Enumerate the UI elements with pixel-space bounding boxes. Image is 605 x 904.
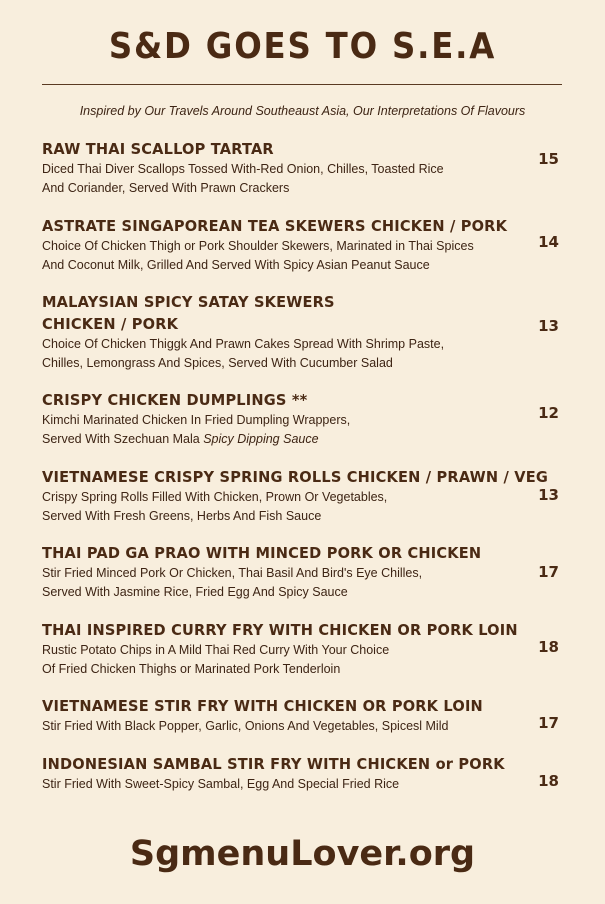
item-name: VIETNAMESE CRISPY SPRING ROLLS CHICKEN / PRAWN / VEG bbox=[42, 468, 549, 486]
item-description: Rustic Potato Chips in A Mild Thai Red Curry With Your Choice bbox=[42, 643, 390, 657]
menu-item bbox=[42, 291, 562, 373]
item-description: Diced Thai Diver Scallops Tossed With-Red Onion, Chilles, Toasted Rice bbox=[42, 162, 444, 176]
item-description: And Coriander, Served With Prawn Crackers bbox=[42, 181, 290, 195]
menu-item bbox=[42, 542, 562, 602]
item-description: Crispy Spring Rolls Filled With Chicken, Prown Or Vegetables, bbox=[42, 490, 388, 504]
item-description: Of Fried Chicken Thighs or Marinated Pork Tenderloin bbox=[42, 662, 341, 676]
item-name: INDONESIAN SAMBAL STIR FRY WITH CHICKEN or PORK bbox=[42, 755, 505, 773]
menu-item bbox=[42, 695, 562, 736]
item-description bbox=[42, 430, 562, 449]
item-price: 17 bbox=[538, 563, 559, 581]
item-name: THAI PAD GA PRAO WITH MINCED PORK OR CHICKEN bbox=[42, 544, 482, 562]
item-description-text: Served With Szechuan Mala bbox=[42, 432, 204, 446]
menu-item bbox=[42, 619, 562, 679]
menu-title: S&D GOES TO S.E.A bbox=[108, 26, 497, 67]
item-name: CHICKEN / PORK bbox=[42, 315, 179, 333]
item-description: Served With Jasmine Rice, Fried Egg And Spicy Sauce bbox=[42, 585, 348, 599]
item-price: 13 bbox=[538, 317, 559, 335]
item-price: 17 bbox=[538, 714, 559, 732]
item-description: Choice Of Chicken Thigh or Pork Shoulder Skewers, Marinated in Thai Spices bbox=[42, 239, 474, 253]
item-price: 18 bbox=[538, 772, 559, 790]
menu-item bbox=[42, 389, 562, 449]
item-name: CRISPY CHICKEN DUMPLINGS ** bbox=[42, 391, 308, 409]
menu-item bbox=[42, 215, 562, 275]
item-description: And Coconut Milk, Grilled And Served With Spicy Asian Peanut Sauce bbox=[42, 258, 430, 272]
item-price: 13 bbox=[538, 486, 559, 504]
item-description: Stir Fried With Sweet-Spicy Sambal, Egg And Special Fried Rice bbox=[42, 777, 400, 791]
item-description-italic: Spicy Dipping Sauce bbox=[203, 432, 319, 446]
item-price: 15 bbox=[538, 150, 559, 168]
menu-item bbox=[42, 138, 562, 198]
item-description: Chilles, Lemongrass And Spices, Served With Cucumber Salad bbox=[42, 356, 393, 370]
menu-item bbox=[42, 753, 562, 794]
item-description: Choice Of Chicken Thiggk And Prawn Cakes Spread With Shrimp Paste, bbox=[42, 337, 445, 351]
item-price: 12 bbox=[538, 404, 559, 422]
item-price: 18 bbox=[538, 638, 559, 656]
site-watermark: SgmenuLover.org bbox=[129, 834, 476, 874]
title-divider bbox=[42, 84, 562, 85]
item-name: RAW THAI SCALLOP TARTAR bbox=[42, 140, 274, 158]
item-description: Kimchi Marinated Chicken In Fried Dumpling Wrappers, bbox=[42, 413, 351, 427]
item-name: MALAYSIAN SPICY SATAY SKEWERS bbox=[42, 293, 335, 311]
item-price: 14 bbox=[538, 233, 559, 251]
item-description: Stir Fried With Black Popper, Garlic, Onions And Vegetables, Spicesl Mild bbox=[42, 719, 449, 733]
item-name: ASTRATE SINGAPOREAN TEA SKEWERS CHICKEN / PORK bbox=[42, 217, 508, 235]
item-description: Stir Fried Minced Pork Or Chicken, Thai Basil And Bird's Eye Chilles, bbox=[42, 566, 423, 580]
item-name: VIETNAMESE STIR FRY WITH CHICKEN OR PORK LOIN bbox=[42, 697, 483, 715]
item-description: Served With Fresh Greens, Herbs And Fish Sauce bbox=[42, 509, 322, 523]
menu-subtitle: Inspired by Our Travels Around Southeaust Asia, Our Interpretations Of Flavours bbox=[79, 104, 526, 118]
item-name: THAI INSPIRED CURRY FRY WITH CHICKEN OR PORK LOIN bbox=[42, 621, 518, 639]
menu-item bbox=[42, 466, 562, 526]
